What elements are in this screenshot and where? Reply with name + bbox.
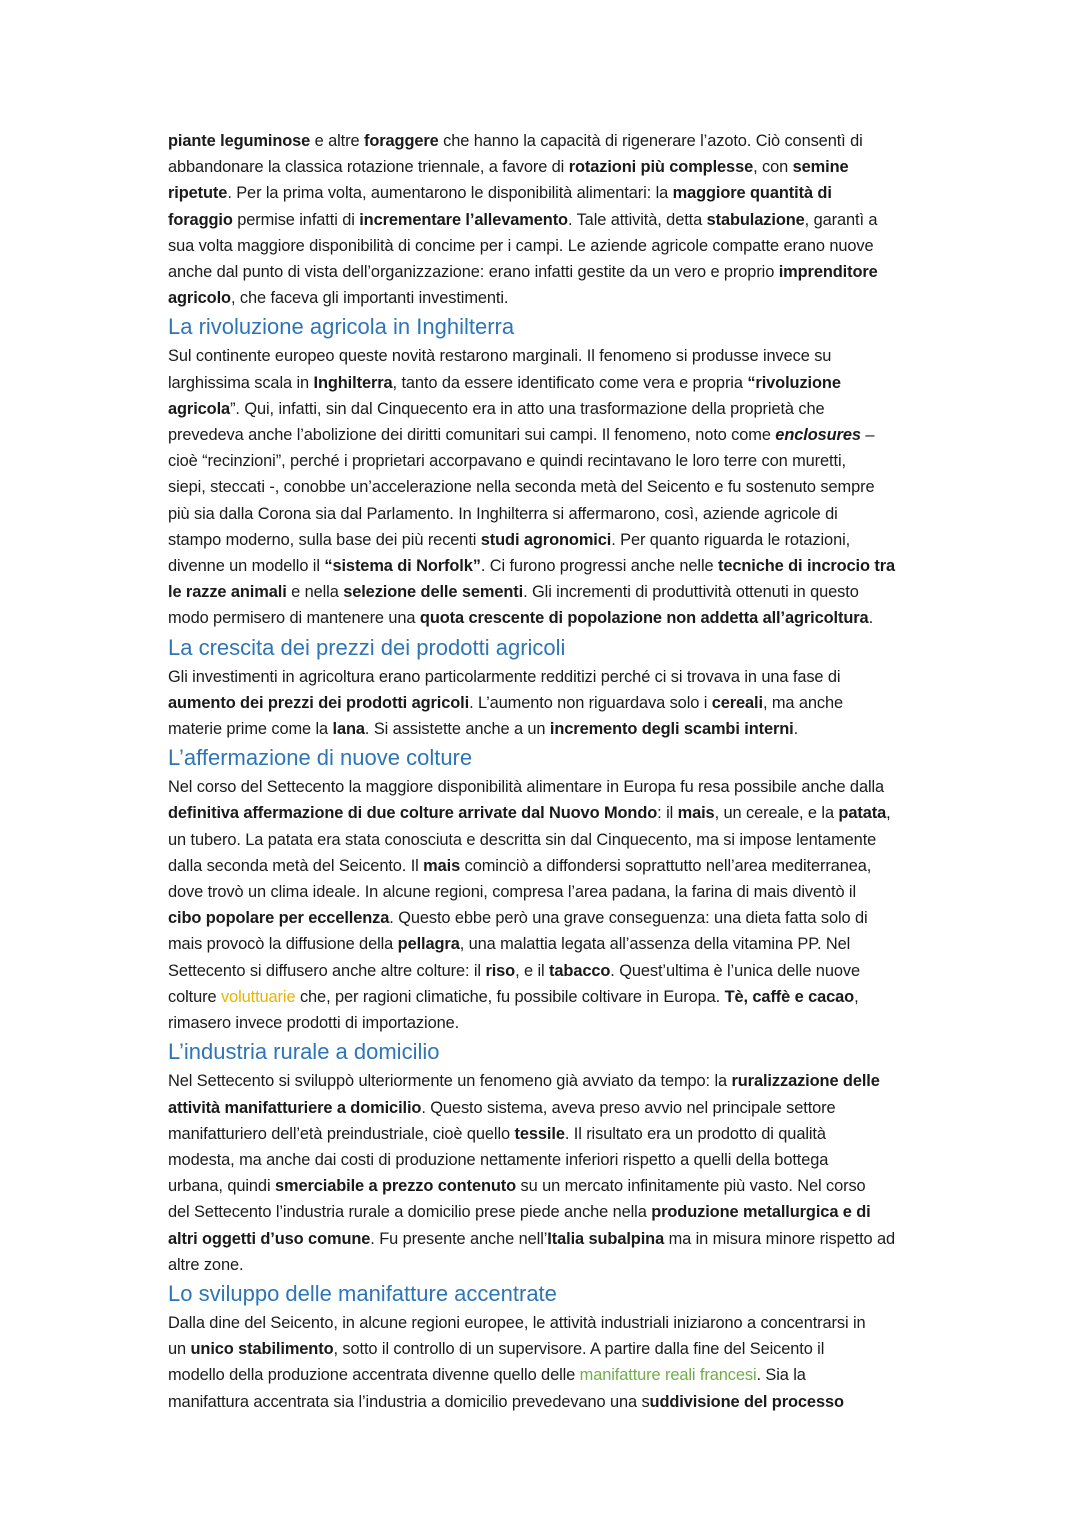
text-run: , ma anche: [762, 693, 844, 712]
text-run: Nel corso del Settecento la maggiore disponibilità alimentare in Europa fu resa possibile anche dalla: [168, 778, 885, 797]
text-line: [168, 180, 980, 206]
paragraph-manifatture: [168, 1310, 980, 1415]
text-run: ,: [854, 987, 859, 1006]
emphasis-run: tessile: [514, 1124, 565, 1143]
emphasis-run: stabulazione: [706, 210, 805, 229]
text-run: . Tale attività, detta: [567, 210, 707, 229]
paragraph-rurale: [168, 1068, 980, 1278]
text-run: . Si assistette anche a un: [364, 720, 550, 739]
text-line: [168, 905, 980, 931]
emphasis-run: Italia subalpina: [547, 1229, 665, 1248]
text-run: . Quest’ultima è l’unica delle nuove: [610, 961, 860, 980]
emphasis-run: tabacco: [549, 961, 611, 980]
text-line: [168, 1336, 980, 1362]
emphasis-run: studi agronomici: [480, 530, 612, 549]
text-run: Nel Settecento si sviluppò ulteriormente un fenomeno già avviato da tempo: la: [168, 1072, 732, 1091]
emphasis-run: mais: [423, 856, 461, 875]
text-line: [168, 1147, 980, 1173]
text-line: [168, 931, 980, 957]
text-line: [168, 716, 980, 742]
text-run: dalla seconda metà del Seicento. Il: [168, 856, 424, 875]
text-run: –: [860, 426, 875, 445]
text-line: [168, 422, 980, 448]
text-line: [168, 1226, 980, 1252]
text-line: [168, 501, 980, 527]
emphasis-run: attività manifatturiere a domicilio: [168, 1098, 422, 1117]
text-line: [168, 154, 980, 180]
section-heading-rurale: L’industria rurale a domicilio: [168, 1039, 440, 1065]
text-line: [168, 285, 980, 311]
emphasis-run: quota crescente di popolazione non addetta all’agricoltura: [419, 609, 869, 628]
text-run: Sul continente europeo queste novità restarono marginali. Il fenomeno si produsse invece su: [168, 347, 832, 366]
text-line: [168, 958, 980, 984]
text-run: siepi, steccati -, conobbe un’accelerazione nella seconda metà del Seicento e fu sostenuto sempre: [168, 478, 875, 497]
text-run: su un mercato infinitamente più vasto. Nel corso: [516, 1177, 866, 1196]
emphasis-run: selezione delle sementi: [343, 583, 524, 602]
text-run: .: [793, 720, 799, 739]
paragraph-intro: [168, 128, 980, 311]
text-run: . Questo sistema, aveva preso avvio nel principale settore: [421, 1098, 836, 1117]
emphasis-run: patata: [838, 804, 887, 823]
emphasis-run: agricolo: [168, 289, 231, 308]
text-line: [168, 800, 980, 826]
emphasis-run: tecniche di incrocio tra: [717, 557, 896, 576]
text-run: Settecento si diffusero anche altre colture: il: [168, 961, 486, 980]
emphasis-run: riso: [485, 961, 516, 980]
text-line: [168, 853, 980, 879]
emphasis-run: “rivoluzione: [747, 373, 841, 392]
text-line: [168, 1252, 980, 1278]
text-run: anche dal punto di vista dell’organizzazione: erano infatti gestite da un vero e proprio: [168, 263, 779, 282]
text-run: prevedeva anche l’abolizione dei diritti comunitari sui campi. Il fenomeno, noto come: [168, 426, 776, 445]
text-run: altre zone.: [168, 1255, 244, 1274]
text-run: modo permisero di mantenere una: [168, 609, 420, 628]
emphasis-run: pellagra: [397, 935, 460, 954]
text-line: [168, 259, 980, 285]
text-run: . Questo ebbe però una grave conseguenza: una dieta fatta solo di: [389, 909, 868, 928]
text-line: [168, 827, 980, 853]
text-line: [168, 605, 980, 631]
emphasis-run: cibo popolare per eccellenza: [168, 909, 390, 928]
text-run: ,: [886, 804, 891, 823]
text-run: del Settecento l’industria rurale a domicilio prese piede anche nella: [168, 1203, 652, 1222]
text-run: rimasero invece prodotti di importazione.: [168, 1014, 460, 1033]
text-run: , garantì a: [804, 210, 878, 229]
text-run: , una malattia legata all’assenza della vitamina PP. Nel: [459, 935, 851, 954]
text-run: un: [168, 1340, 191, 1359]
text-line: [168, 553, 980, 579]
emphasis-run: voluttuarie: [220, 987, 296, 1006]
paragraph-prezzi: [168, 664, 980, 743]
text-line: [168, 396, 980, 422]
text-line: [168, 879, 980, 905]
text-run: più sia dalla Corona sia dal Parlamento. In Inghilterra si affermarono, così, aziende agricole di: [168, 504, 838, 523]
emphasis-run: “sistema di Norfolk”: [324, 557, 481, 576]
emphasis-run: unico stabilimento: [190, 1340, 334, 1359]
text-run: urbana, quindi: [168, 1177, 275, 1196]
section-heading-manifatture: Lo sviluppo delle manifatture accentrate: [168, 1280, 557, 1306]
text-line: [168, 474, 980, 500]
emphasis-run: produzione metallurgica e di: [651, 1203, 871, 1222]
emphasis-run: rotazioni più complesse: [568, 158, 754, 177]
text-run: dove trovò un clima ideale. In alcune regioni, compresa l’area padana, la farina di mais diventò il: [168, 883, 857, 902]
text-run: che hanno la capacità di rigenerare l’azoto. Ciò consentì di: [438, 132, 863, 150]
text-line: [168, 579, 980, 605]
section-heading-colture: L’affermazione di nuove colture: [168, 745, 473, 771]
text-run: manifattura accentrata sia l’industria a domicilio prevedevano una s: [168, 1392, 650, 1411]
text-line: [168, 1199, 980, 1225]
text-line: [168, 1010, 980, 1036]
text-run: Dalla dine del Seicento, in alcune regioni europee, le attività industriali iniziarono a concentrarsi in: [168, 1313, 866, 1332]
emphasis-run: uddivisione del processo: [649, 1392, 844, 1411]
text-line: [168, 1389, 980, 1415]
text-run: , e il: [515, 961, 550, 980]
text-run: . Per quanto riguarda le rotazioni,: [611, 530, 851, 549]
text-line: [168, 207, 980, 233]
text-run: . Per la prima volta, aumentarono le disponibilità alimentari: la: [227, 184, 673, 203]
text-line: [168, 448, 980, 474]
emphasis-run: enclosures: [775, 426, 861, 445]
emphasis-run: cereali: [711, 693, 763, 712]
text-run: larghissima scala in: [168, 373, 314, 392]
emphasis-run: definitiva affermazione di due colture arrivate dal Nuovo Mondo: [168, 804, 658, 823]
emphasis-run: aumento dei prezzi dei prodotti agricoli: [168, 693, 470, 712]
text-run: . L’aumento non riguardava solo i: [469, 693, 712, 712]
emphasis-run: Inghilterra: [313, 373, 393, 392]
text-run: che, per ragioni climatiche, fu possibile coltivare in Europa.: [295, 987, 725, 1006]
text-line: [168, 343, 980, 369]
text-line: [168, 774, 980, 800]
emphasis-run: lana: [332, 720, 365, 739]
text-line: [168, 1095, 980, 1121]
text-run: , sotto il controllo di un supervisore. A partire dalla fine del Seicento il: [333, 1340, 825, 1359]
text-run: , un cereale, e la: [714, 804, 839, 823]
emphasis-run: semine: [792, 158, 849, 177]
section-heading-inghilterra: La rivoluzione agricola in Inghilterra: [168, 314, 515, 340]
text-run: . Ci furono progressi anche nelle: [480, 557, 718, 576]
text-run: . Il risultato era un prodotto di qualità: [564, 1124, 826, 1143]
text-run: ”. Qui, infatti, sin dal Cinquecento era in atto una trasformazione della proprietà che: [230, 399, 825, 418]
text-run: : il: [657, 804, 678, 823]
text-run: ma in misura minore rispetto ad: [664, 1229, 896, 1248]
section-heading-prezzi: La crescita dei prezzi dei prodotti agricoli: [168, 634, 566, 660]
emphasis-run: foraggere: [363, 132, 439, 150]
text-line: [168, 664, 980, 690]
text-run: modesta, ma anche dai costi di produzione nettamente inferiori rispetto a quelli della bottega: [168, 1150, 829, 1169]
text-line: [168, 1121, 980, 1147]
emphasis-run: le razze animali: [168, 583, 287, 602]
emphasis-run: imprenditore: [778, 263, 878, 282]
text-run: mais provocò la diffusione della: [168, 935, 398, 954]
text-line: [168, 1173, 980, 1199]
emphasis-run: foraggio: [168, 210, 233, 229]
text-run: e nella: [286, 583, 344, 602]
emphasis-run: agricola: [168, 399, 231, 418]
text-run: cioè “recinzioni”, perché i proprietari accorpavano e quindi recintavano le loro terre con muretti,: [168, 452, 846, 471]
emphasis-run: smerciabile a prezzo contenuto: [274, 1177, 517, 1196]
text-line: [168, 128, 980, 154]
emphasis-run: mais: [677, 804, 715, 823]
emphasis-run: manifatture reali francesi: [579, 1366, 757, 1385]
emphasis-run: Tè, caffè e cacao: [724, 987, 855, 1006]
text-run: stampo moderno, sulla base dei più recenti: [168, 530, 481, 549]
text-run: divenne un modello il: [168, 557, 325, 576]
emphasis-run: altri oggetti d’uso comune: [168, 1229, 371, 1248]
text-run: manifatturiero dell’età preindustriale, cioè quello: [168, 1124, 515, 1143]
text-run: modello della produzione accentrata divenne quello delle: [168, 1366, 580, 1385]
text-run: Gli investimenti in agricoltura erano particolarmente redditizi perché ci si trovava in una fase di: [168, 667, 841, 686]
paragraph-colture: [168, 774, 980, 1036]
text-run: permise infatti di: [232, 210, 360, 229]
document-page: [168, 128, 980, 1415]
text-run: , che faceva gli importanti investimenti.: [230, 289, 509, 308]
text-run: materie prime come la: [168, 720, 333, 739]
text-line: [168, 370, 980, 396]
text-run: sua volta maggiore disponibilità di concime per i campi. Le aziende agricole compatte erano nuove: [168, 236, 874, 255]
text-run: , con: [753, 158, 793, 177]
text-run: colture: [168, 987, 221, 1006]
text-run: e altre: [310, 132, 364, 150]
text-run: . Fu presente anche nell’: [370, 1229, 548, 1248]
emphasis-run: incremento degli scambi interni: [549, 720, 794, 739]
text-run: . Sia la: [756, 1366, 806, 1385]
text-run: . Gli incrementi di produttività ottenuti in questo: [523, 583, 859, 602]
emphasis-run: incrementare l’allevamento: [359, 210, 568, 229]
text-run: cominciò a diffondersi soprattutto nell’area mediterranea,: [460, 856, 872, 875]
text-line: [168, 690, 980, 716]
emphasis-run: piante leguminose: [168, 132, 311, 150]
text-line: [168, 527, 980, 553]
text-line: [168, 233, 980, 259]
text-run: un tubero. La patata era stata conosciuta e descritta sin dal Cinquecento, ma si impose lentamente: [168, 830, 877, 849]
paragraph-inghilterra: [168, 343, 980, 631]
text-run: , tanto da essere identificato come vera e propria: [392, 373, 748, 392]
text-run: .: [868, 609, 874, 628]
text-line: [168, 1068, 980, 1094]
emphasis-run: ruralizzazione delle: [731, 1072, 880, 1091]
text-line: [168, 984, 980, 1010]
text-line: [168, 1362, 980, 1388]
text-run: abbandonare la classica rotazione triennale, a favore di: [168, 158, 569, 177]
text-line: [168, 1310, 980, 1336]
emphasis-run: maggiore quantità di: [672, 184, 832, 203]
emphasis-run: ripetute: [168, 184, 228, 203]
